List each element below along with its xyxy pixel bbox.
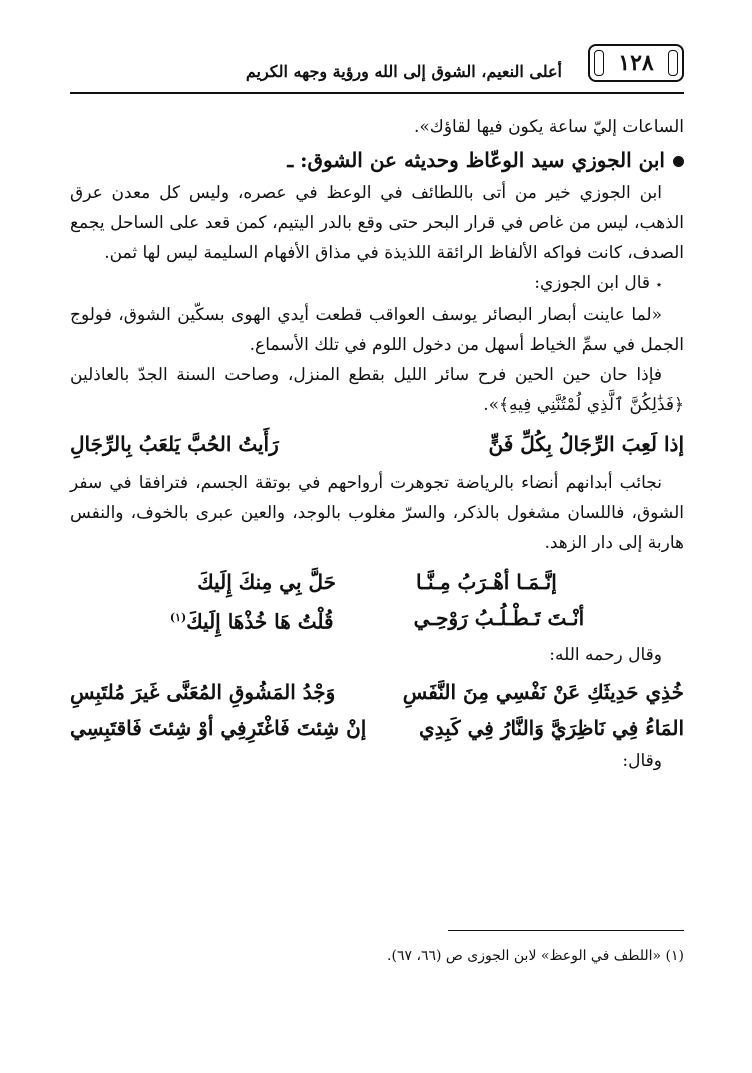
- footnote-marker: (١): [169, 611, 187, 624]
- hemistich: إنْ شِئتَ فَاغْتَرِفِي أوْ شِئتَ فَاقتَبِسِي: [70, 715, 367, 740]
- footnote: (١) «اللطف في الوعظ» لابن الجوزى ص (٦٦، ٦٧).: [387, 948, 684, 964]
- hemistich: إذا لَعِبَ الرِّجَالُ بِكُلِّ فَنٍّ: [488, 432, 684, 456]
- paragraph: وقال رحمه الله:: [549, 644, 662, 665]
- page-header: [70, 40, 684, 88]
- paragraph: ابن الجوزي خير من أتى باللطائف في الوعظ في عصره، وليس كل معدن عرق الذهب، ليس من غاص في قرار البحر حتى وقع بالدر اليتيم، كمن قعد على الساحل يجمع الصدف، كانت فواكه الألفاظ الرائقة اللذيذة في مذاق الأفهام السليمة ليس لها ثمن.: [70, 183, 684, 263]
- verse-line: [70, 564, 684, 600]
- paragraph: «لما عاينت أبصار البصائر يوسف العواقب قطعت أيدي الهوى بسكّين الشوق، فولوج الجمل في سمِّ الخياط أسهل من دخول اللوم في تلك الأسماع.: [70, 305, 684, 355]
- body-text: [70, 112, 684, 776]
- paragraph: الساعات إليّ ساعة يكون فيها لقاؤك».: [414, 117, 684, 137]
- paragraph: فإذا حان حين الحين فرح سائر الليل بقطع المنزل، وصاحت السنة الجدّ بالعاذلين ﴿فَذَٰلِكُنَّ ٱلَّذِي لُمْتُنَّنِي فِيهِ﴾».: [70, 365, 684, 415]
- hemistich: [170, 600, 334, 640]
- verse-line: [70, 426, 684, 462]
- hemistich: المَاءُ فِي نَاظِرَيَّ وَالنَّارُ فِي كَبِدِي: [418, 715, 684, 740]
- verse-line: [70, 600, 684, 640]
- verse-line: [70, 674, 684, 710]
- paragraph-text: قال ابن الجوزي:: [534, 273, 650, 293]
- hemistich: خُذِي حَدِيثَكِ عَنْ نَفْسِي مِنَ النَّفَسِ: [402, 679, 684, 704]
- paragraph: وقال:: [622, 750, 662, 771]
- paragraph: [70, 268, 684, 300]
- hemistich: رَأَيتُ الحُبَّ يَلعَبُ بِالرِّجَالِ: [70, 432, 279, 456]
- page-number-badge: ١٢٨: [588, 44, 684, 82]
- hemistich: وَجْدُ المَشُوقِ المُعَنَّى غَيرَ مُلتَبِسِ: [70, 679, 336, 704]
- header-rule: [70, 92, 684, 94]
- section-heading: [70, 142, 684, 178]
- hemistich: إنَّـمَـا أهْـرَبُ مِـنَّـا: [415, 570, 557, 594]
- hemistich: حَلَّ بِي مِنكَ إِلَيكَ: [197, 570, 336, 594]
- section-heading-text: ابن الجوزي سيد الوعّاظ وحديثه عن الشوق: ـ: [287, 148, 665, 172]
- bullet-icon: [673, 156, 684, 167]
- paragraph: نجائب أبدانهم أنضاء بالرياضة تجوهرت أرواحهم في بوتقة الجسم، فترافقا في سفر الشوق، فاللسان مشغول بالذكر، والسرّ مغلوب بالوجد، والعين عبرى بالخوف، والنفس هاربة إلى دار الزهد.: [70, 473, 684, 553]
- running-title: أعلى النعيم، الشوق إلى الله ورؤية وجهه الكريم: [245, 62, 562, 81]
- hemistich: أنْـتَ تَـطْـلُـبُ رَوْحِـي: [413, 606, 585, 630]
- footnote-rule: [448, 930, 684, 931]
- verse-line: [70, 710, 684, 746]
- hemistich-text: قُلْتُ هَا خُذْهَا إِلَيكَ: [186, 609, 334, 634]
- star-icon: ٭: [656, 278, 662, 291]
